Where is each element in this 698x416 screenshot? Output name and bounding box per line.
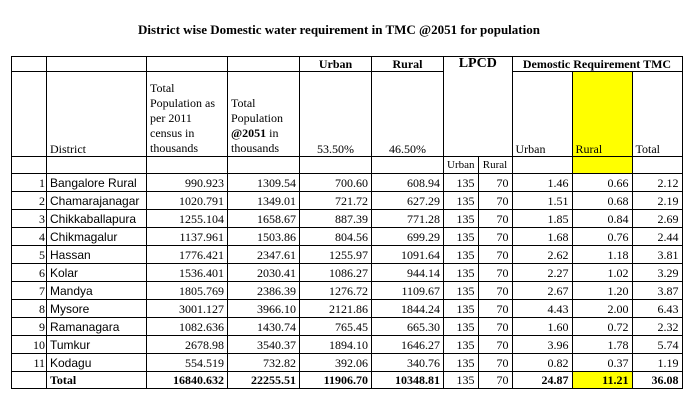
header-pop-2051-c: in thousands (231, 126, 279, 155)
pop-2051-cell: 732.82 (228, 354, 300, 372)
lpcd-rural-cell: 70 (478, 264, 512, 282)
urban-pop-cell: 1276.72 (300, 282, 372, 300)
total-pop-2011: 16840.632 (147, 372, 228, 389)
pop-2051-cell: 3966.10 (228, 300, 300, 318)
header-req-total: Total (632, 72, 682, 157)
req-urban-cell: 2.62 (512, 246, 572, 264)
table-row (12, 336, 683, 354)
lpcd-rural-cell: 70 (478, 318, 512, 336)
req-urban-cell: 3.96 (512, 336, 572, 354)
lpcd-urban-cell: 135 (444, 228, 479, 246)
urban-pop-cell: 887.39 (300, 210, 372, 228)
district-name-cell: Mandya (47, 282, 147, 300)
header-blank (372, 157, 444, 174)
district-name-cell: Bangalore Rural (47, 174, 147, 192)
total-req-rural: 11.21 (572, 372, 632, 389)
pop-2011-cell: 1082.636 (147, 318, 228, 336)
district-name-cell: Tumkur (47, 336, 147, 354)
rural-pop-cell: 699.29 (372, 228, 444, 246)
req-total-cell: 1.19 (632, 354, 682, 372)
urban-pop-cell: 804.56 (300, 228, 372, 246)
total-pop-2051: 22255.51 (228, 372, 300, 389)
req-rural-cell: 0.84 (572, 210, 632, 228)
header-row-1 (12, 57, 683, 72)
page-title (0, 22, 698, 38)
pop-2051-cell: 1503.86 (228, 228, 300, 246)
urban-pop-cell: 700.60 (300, 174, 372, 192)
lpcd-urban-cell: 135 (444, 336, 479, 354)
req-total-cell: 2.12 (632, 174, 682, 192)
title-text: District wise Domestic water requirement in TMC @2051 for population (138, 22, 540, 37)
req-total-cell: 5.74 (632, 336, 682, 354)
table-row (12, 174, 683, 192)
total-label: Total (47, 372, 147, 389)
table-row (12, 264, 683, 282)
header-req-rural: Rural (572, 72, 632, 157)
rural-pop-cell: 1844.24 (372, 300, 444, 318)
pop-2011-cell: 3001.127 (147, 300, 228, 318)
header-rural-pct: 46.50% (372, 72, 444, 157)
header-blank (512, 157, 572, 174)
header-blank (147, 157, 228, 174)
district-name-cell: Chikkaballapura (47, 210, 147, 228)
total-row (12, 372, 683, 389)
req-urban-cell: 2.27 (512, 264, 572, 282)
req-total-cell: 2.69 (632, 210, 682, 228)
district-name-cell: Ramanagara (47, 318, 147, 336)
req-urban-cell: 1.46 (512, 174, 572, 192)
rural-pop-cell: 771.28 (372, 210, 444, 228)
pop-2051-cell: 1349.01 (228, 192, 300, 210)
lpcd-urban-cell: 135 (444, 246, 479, 264)
urban-pop-cell: 1086.27 (300, 264, 372, 282)
header-lpcd-rural: Rural (478, 157, 512, 174)
req-rural-cell: 1.02 (572, 264, 632, 282)
header-req-urban: Urban (512, 72, 572, 157)
row-number-cell: 10 (12, 336, 47, 354)
lpcd-rural-cell: 70 (478, 246, 512, 264)
header-urban: Urban (300, 57, 372, 72)
rural-pop-cell: 340.76 (372, 354, 444, 372)
total-lpcd-rural: 70 (478, 372, 512, 389)
row-number-cell: 1 (12, 174, 47, 192)
lpcd-rural-cell: 70 (478, 192, 512, 210)
req-total-cell: 3.29 (632, 264, 682, 282)
table-row (12, 318, 683, 336)
pop-2011-cell: 2678.98 (147, 336, 228, 354)
rural-pop-cell: 1091.64 (372, 246, 444, 264)
header-blank (228, 57, 300, 72)
header-blank-highlight (572, 157, 632, 174)
district-name-cell: Hassan (47, 246, 147, 264)
row-number-cell: 11 (12, 354, 47, 372)
lpcd-rural-cell: 70 (478, 354, 512, 372)
pop-2051-cell: 2386.39 (228, 282, 300, 300)
total-sno (12, 372, 47, 389)
row-number-cell: 6 (12, 264, 47, 282)
table-row (12, 192, 683, 210)
pop-2011-cell: 990.923 (147, 174, 228, 192)
urban-pop-cell: 765.45 (300, 318, 372, 336)
pop-2051-cell: 2347.61 (228, 246, 300, 264)
header-pop-2051-b: @2051 (231, 126, 267, 140)
table-body (12, 174, 683, 372)
header-pop-2051 (228, 72, 300, 157)
pop-2011-cell: 1805.769 (147, 282, 228, 300)
header-blank (12, 157, 47, 174)
lpcd-urban-cell: 135 (444, 192, 479, 210)
header-blank (12, 57, 47, 72)
district-name-cell: Chamarajanagar (47, 192, 147, 210)
rural-pop-cell: 1646.27 (372, 336, 444, 354)
header-district: District (47, 72, 147, 157)
table-row (12, 282, 683, 300)
row-number-cell: 8 (12, 300, 47, 318)
header-blank (147, 57, 228, 72)
district-name-cell: Mysore (47, 300, 147, 318)
req-total-cell: 2.44 (632, 228, 682, 246)
table-row (12, 210, 683, 228)
header-blank (47, 57, 147, 72)
pop-2011-cell: 1776.421 (147, 246, 228, 264)
header-pop-2011: Total Population as per 2011 census in thousands (147, 72, 228, 157)
pop-2011-cell: 554.519 (147, 354, 228, 372)
header-urban-pct: 53.50% (300, 72, 372, 157)
req-total-cell: 3.81 (632, 246, 682, 264)
lpcd-urban-cell: 135 (444, 354, 479, 372)
req-total-cell: 6.43 (632, 300, 682, 318)
pop-2011-cell: 1137.961 (147, 228, 228, 246)
req-total-cell: 3.87 (632, 282, 682, 300)
table-row (12, 228, 683, 246)
req-urban-cell: 1.68 (512, 228, 572, 246)
urban-pop-cell: 1894.10 (300, 336, 372, 354)
header-row-2 (12, 72, 683, 157)
pop-2011-cell: 1536.401 (147, 264, 228, 282)
pop-2011-cell: 1020.791 (147, 192, 228, 210)
lpcd-urban-cell: 135 (444, 300, 479, 318)
row-number-cell: 9 (12, 318, 47, 336)
req-rural-cell: 1.18 (572, 246, 632, 264)
urban-pop-cell: 1255.97 (300, 246, 372, 264)
pop-2051-cell: 2030.41 (228, 264, 300, 282)
lpcd-rural-cell: 70 (478, 300, 512, 318)
total-req-urban: 24.87 (512, 372, 572, 389)
table-row (12, 300, 683, 318)
urban-pop-cell: 392.06 (300, 354, 372, 372)
req-rural-cell: 0.37 (572, 354, 632, 372)
pop-2051-cell: 1658.67 (228, 210, 300, 228)
total-req-total: 36.08 (632, 372, 682, 389)
req-rural-cell: 1.78 (572, 336, 632, 354)
pop-2051-cell: 3540.37 (228, 336, 300, 354)
req-urban-cell: 1.60 (512, 318, 572, 336)
row-number-cell: 7 (12, 282, 47, 300)
req-total-cell: 2.32 (632, 318, 682, 336)
header-blank (47, 157, 147, 174)
lpcd-urban-cell: 135 (444, 264, 479, 282)
rural-pop-cell: 627.29 (372, 192, 444, 210)
header-rural: Rural (372, 57, 444, 72)
water-requirement-table (11, 56, 683, 389)
header-blank (228, 157, 300, 174)
pop-2011-cell: 1255.104 (147, 210, 228, 228)
lpcd-urban-cell: 135 (444, 174, 479, 192)
header-blank (632, 157, 682, 174)
total-rural: 10348.81 (372, 372, 444, 389)
lpcd-rural-cell: 70 (478, 210, 512, 228)
row-number-cell: 2 (12, 192, 47, 210)
req-urban-cell: 1.51 (512, 192, 572, 210)
lpcd-rural-cell: 70 (478, 282, 512, 300)
row-number-cell: 3 (12, 210, 47, 228)
req-rural-cell: 2.00 (572, 300, 632, 318)
row-number-cell: 5 (12, 246, 47, 264)
header-sno (12, 72, 47, 157)
lpcd-rural-cell: 70 (478, 228, 512, 246)
req-total-cell: 2.19 (632, 192, 682, 210)
header-domestic-requirement: Demostic Requirement TMC (512, 57, 682, 72)
req-rural-cell: 1.20 (572, 282, 632, 300)
header-row-3 (12, 157, 683, 174)
rural-pop-cell: 1109.67 (372, 282, 444, 300)
lpcd-urban-cell: 135 (444, 282, 479, 300)
district-name-cell: Kodagu (47, 354, 147, 372)
lpcd-urban-cell: 135 (444, 318, 479, 336)
district-name-cell: Chikmagalur (47, 228, 147, 246)
lpcd-rural-cell: 70 (478, 336, 512, 354)
header-lpcd: LPCD (444, 57, 513, 157)
req-urban-cell: 2.67 (512, 282, 572, 300)
total-urban: 11906.70 (300, 372, 372, 389)
req-rural-cell: 0.76 (572, 228, 632, 246)
row-number-cell: 4 (12, 228, 47, 246)
lpcd-urban-cell: 135 (444, 210, 479, 228)
req-rural-cell: 0.66 (572, 174, 632, 192)
rural-pop-cell: 608.94 (372, 174, 444, 192)
rural-pop-cell: 665.30 (372, 318, 444, 336)
req-rural-cell: 0.72 (572, 318, 632, 336)
rural-pop-cell: 944.14 (372, 264, 444, 282)
lpcd-rural-cell: 70 (478, 174, 512, 192)
pop-2051-cell: 1430.74 (228, 318, 300, 336)
urban-pop-cell: 721.72 (300, 192, 372, 210)
req-urban-cell: 1.85 (512, 210, 572, 228)
header-pop-2051-a: Total Population (231, 96, 284, 125)
pop-2051-cell: 1309.54 (228, 174, 300, 192)
total-lpcd-urban: 135 (444, 372, 479, 389)
header-lpcd-urban: Urban (444, 157, 479, 174)
req-urban-cell: 4.43 (512, 300, 572, 318)
urban-pop-cell: 2121.86 (300, 300, 372, 318)
table-row (12, 354, 683, 372)
district-name-cell: Kolar (47, 264, 147, 282)
table-row (12, 246, 683, 264)
header-blank (300, 157, 372, 174)
req-urban-cell: 0.82 (512, 354, 572, 372)
req-rural-cell: 0.68 (572, 192, 632, 210)
